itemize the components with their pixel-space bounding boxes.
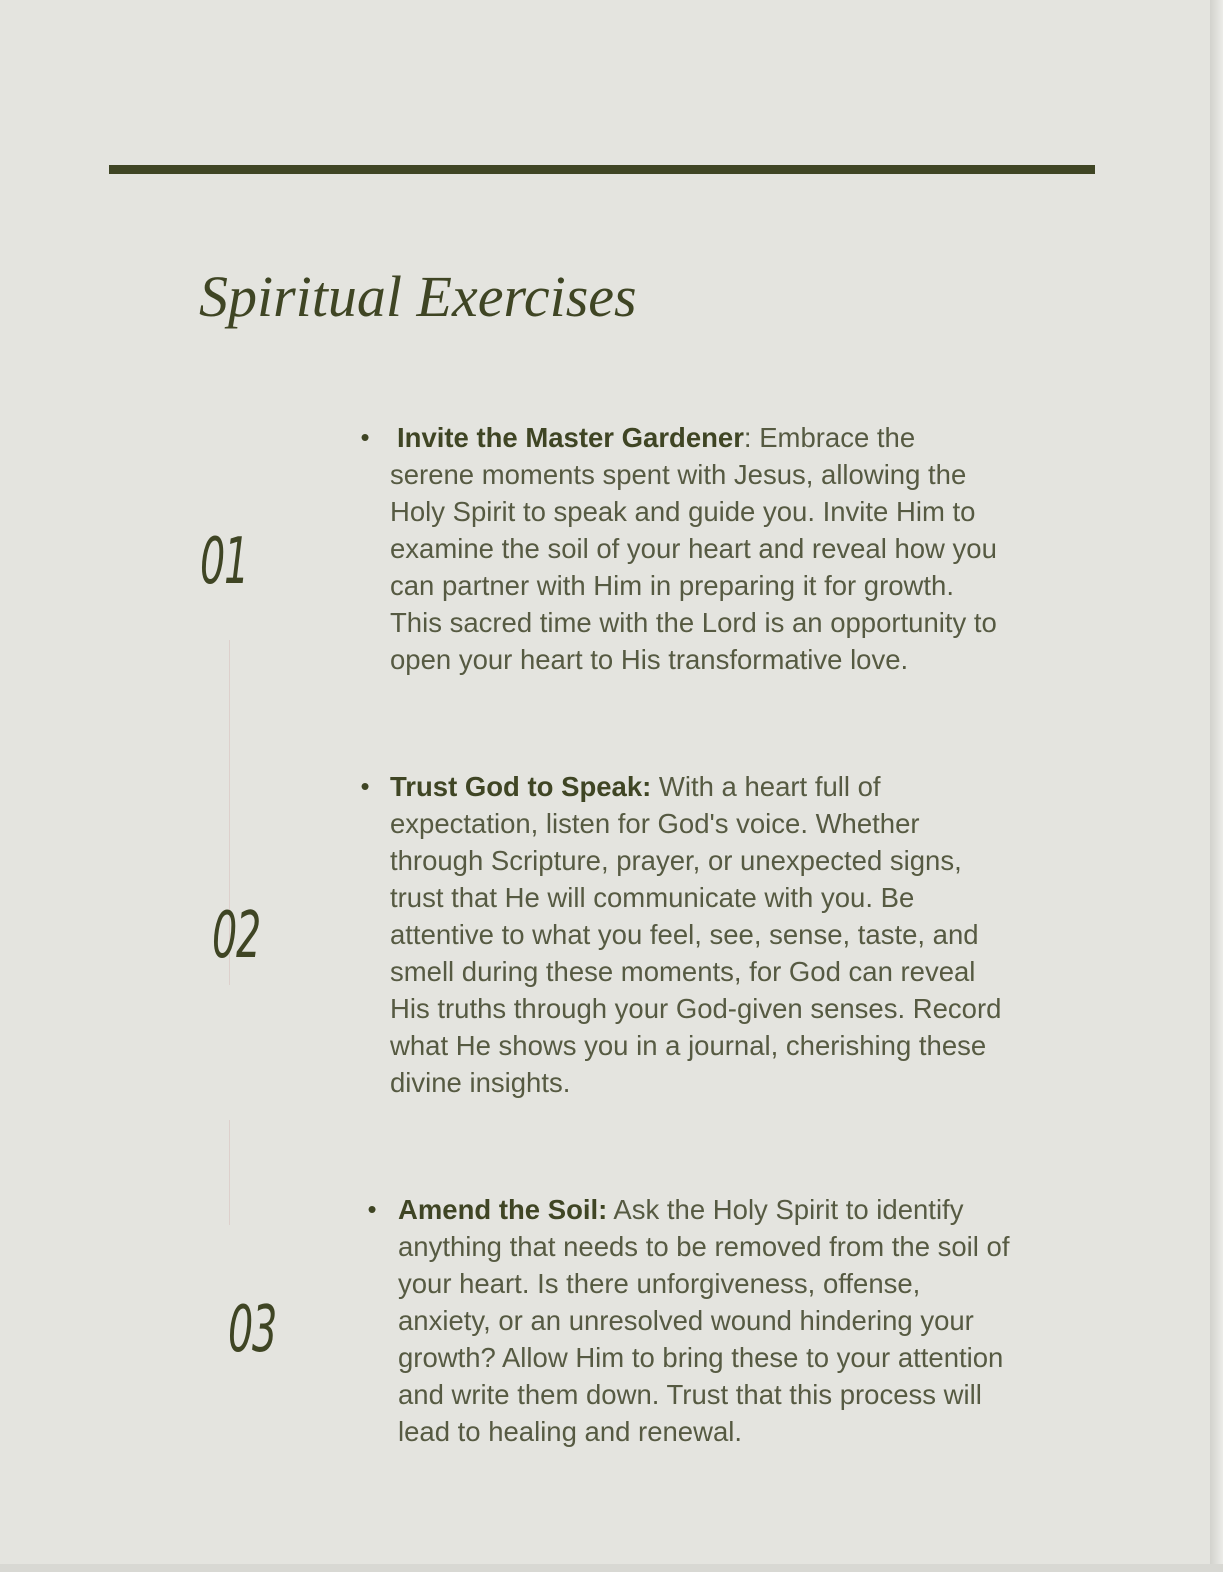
- exercise-heading: Amend the Soil:: [398, 1194, 608, 1225]
- page-edge-shadow: [1210, 0, 1223, 1572]
- exercise-heading: Trust God to Speak:: [390, 771, 652, 802]
- exercise-number-01: 01: [200, 525, 249, 599]
- exercise-number-02: 02: [212, 899, 261, 973]
- bullet-icon: •: [360, 771, 370, 801]
- exercise-item-invite-master-gardener: [360, 419, 1005, 678]
- exercise-item-amend-the-soil: [367, 1191, 1013, 1450]
- exercise-number-03: 03: [228, 1293, 277, 1367]
- exercise-description: Ask the Holy Spirit to identify anything that needs to be removed from the soil of your heart. Is there unforgiveness, offense, anxiety, or an unresolved wound hindering your growth? Allow Him to bring these to your attention and write them down. Trust that this process will lead to healing and renewal.: [398, 1194, 1010, 1447]
- exercise-description: With a heart full of expectation, listen for God's voice. Whether through Scripture, prayer, or unexpected signs, trust that He will communicate with you. Be attentive to what you feel, see, sense, taste, and smell during these moments, for God can reveal His truths through your God-given senses. Record what He shows you in a journal, cherishing these divine insights.: [390, 771, 1002, 1098]
- exercise-heading: Invite the Master Gardener: [397, 422, 744, 453]
- exercise-item-trust-god-to-speak: [360, 768, 1005, 1101]
- exercise-description: : Embrace the serene moments spent with Jesus, allowing the Holy Spirit to speak and guide you. Invite Him to examine the soil of your heart and reveal how you can partner with Him in preparing it for growth. This sacred time with the Lord is an opportunity to open your heart to His transformative love.: [390, 422, 997, 675]
- page-bottom-edge: [0, 1564, 1223, 1572]
- top-divider-rule: [109, 165, 1095, 174]
- bullet-icon: •: [367, 1194, 377, 1224]
- page-title: Spiritual Exercises: [199, 264, 637, 329]
- number-connector-line: [229, 1120, 230, 1225]
- bullet-icon: •: [360, 422, 370, 452]
